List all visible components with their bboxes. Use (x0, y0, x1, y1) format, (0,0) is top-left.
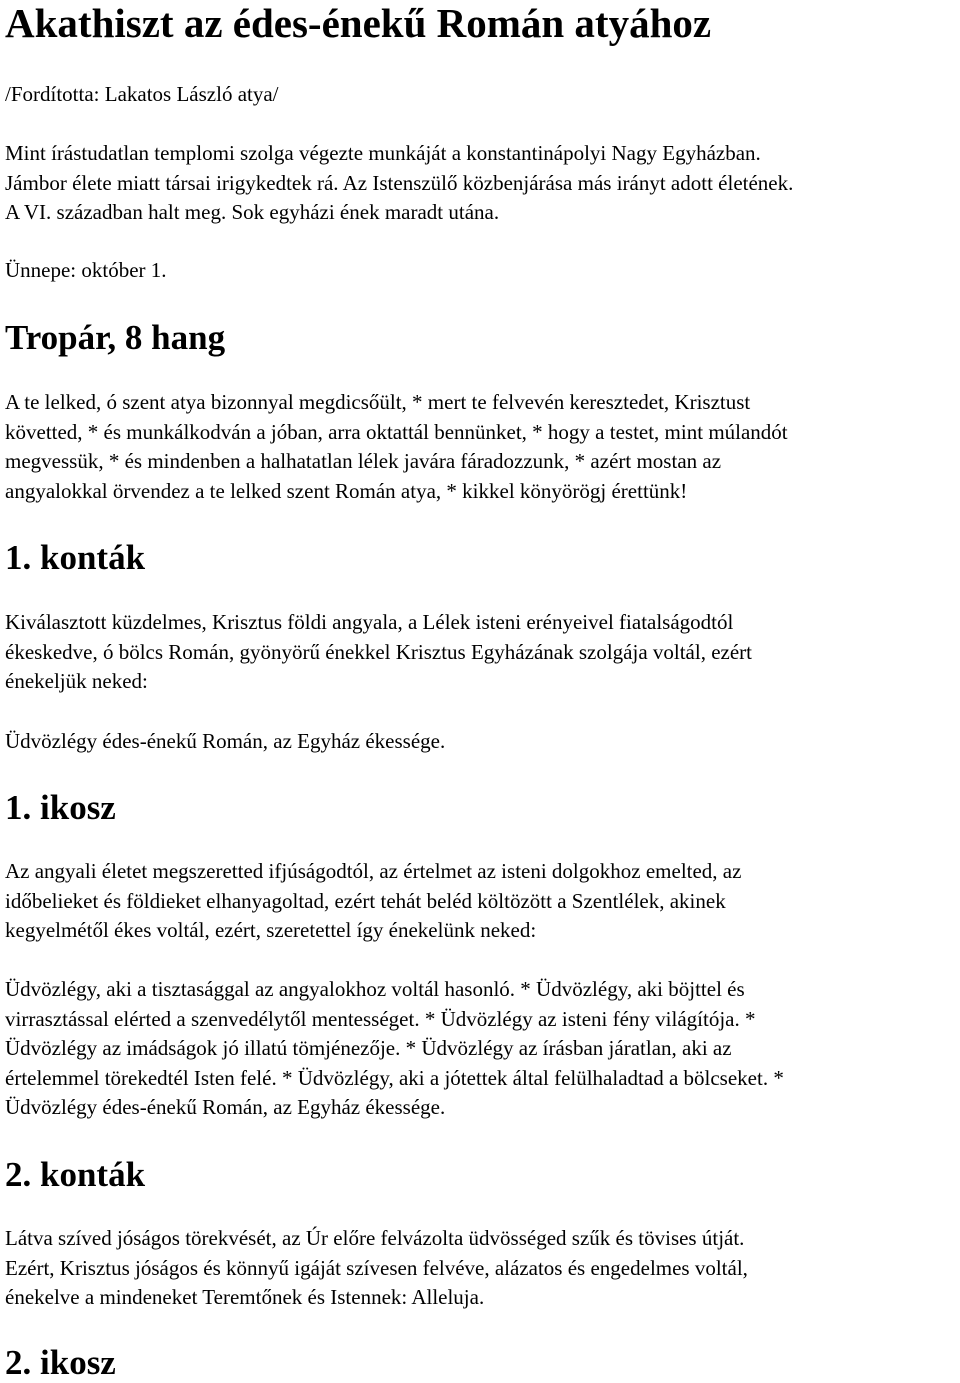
text-line: Üdvözlégy az imádságok jó illatú tömjénezője. * Üdvözlégy az írásban járatlan, aki az (5, 1036, 732, 1060)
text-line: megvessük, * és mindenben a halhatatlan lélek javára fáradozzunk, * azért mostan az (5, 449, 722, 473)
section-heading-ikosz-1: 1. ikosz (5, 788, 116, 827)
text-line: Mint írástudatlan templomi szolga végezte munkáját a konstantinápolyi Nagy Egyházban. (5, 141, 761, 165)
text-line: értelemmel törekedtél Isten felé. * Üdvözlégy, aki a jótettek által felülhaladtad a bölcseket. * (5, 1065, 784, 1090)
translator-note: /Fordította: Lakatos László atya/ (5, 82, 279, 106)
text-line: A te lelked, ó szent atya bizonnyal megdicsőült, * mert te felvevén keresztedet, Krisztust (5, 390, 751, 414)
text-line: Kiválasztott küzdelmes, Krisztus földi angyala, a Lélek isteni erényeivel fiatalságodtól (5, 610, 734, 634)
section-heading-tropar: Tropár, 8 hang (5, 318, 226, 357)
text-line: virrasztással elérted a szenvedélytől mentességet. * Üdvözlégy az isteni fény világítója. * (5, 1006, 756, 1031)
text-line: követted, * és munkálkodván a jóban, arra oktattál bennünket, * hogy a testet, mint múlandót (5, 419, 788, 444)
document-title: Akathiszt az édes-énekű Román atyához (5, 0, 712, 46)
ikosz-1-paragraph (5, 857, 955, 946)
text-line: Üdvözlégy édes-énekű Román, az Egyház ékessége. (5, 729, 446, 753)
text-line: Üdvözlégy, aki a tisztasággal az angyalokhoz voltál hasonló. * Üdvözlégy, aki böjttel és (5, 977, 745, 1001)
kontak-1-paragraph (5, 608, 955, 697)
text-line: énekeljük neked: (5, 669, 148, 693)
text-line: Jámbor élete miatt társai irigykedtek rá. Az Istenszülő közbenjárása más irányt adott életének. (5, 170, 794, 195)
text-line: angyalokkal örvendez a te lelked szent Román atya, * kikkel könyörögj érettünk! (5, 478, 688, 503)
kontak-2-paragraph (5, 1224, 955, 1313)
text-line: kegyelmétől ékes voltál, ezért, szeretettel így énekelünk neked: (5, 918, 537, 942)
section-heading-kontak-2: 2. konták (5, 1155, 146, 1194)
feast-date: Ünnepe: október 1. (5, 258, 167, 282)
text-line: ékeskedve, ó bölcs Román, gyönyörű énekkel Krisztus Egyházának szolgája voltál, ezért (5, 639, 753, 664)
text-line: énekelve a mindeneket Teremtőnek és Istennek: Alleluja. (5, 1285, 485, 1309)
tropar-paragraph (5, 388, 955, 506)
ikosz-1-greetings (5, 975, 955, 1123)
text-line: A VI. században halt meg. Sok egyházi ének maradt utána. (5, 200, 500, 224)
text-line: Üdvözlégy édes-énekű Román, az Egyház ékessége. (5, 1095, 446, 1119)
text-line: Az angyali életet megszeretted ifjúságodtól, az értelmet az isteni dolgokhoz emelted, az (5, 859, 742, 883)
text-line: Látva szíved jóságos törekvését, az Úr előre felvázolta üdvösséged szűk és tövises útját. (5, 1226, 745, 1250)
intro-paragraph (5, 139, 955, 228)
section-heading-kontak-1: 1. konták (5, 538, 146, 577)
text-line: időbelieket és földieket elhanyagoltad, ezért tehát beléd költözött a Szentlélek, akinek (5, 888, 726, 913)
kontak-1-refrain (5, 727, 955, 757)
section-heading-ikosz-2: 2. ikosz (5, 1343, 116, 1382)
text-line: Ezért, Krisztus jóságos és könnyű igáját szívesen felvéve, alázatos és engedelmes voltál, (5, 1255, 748, 1280)
